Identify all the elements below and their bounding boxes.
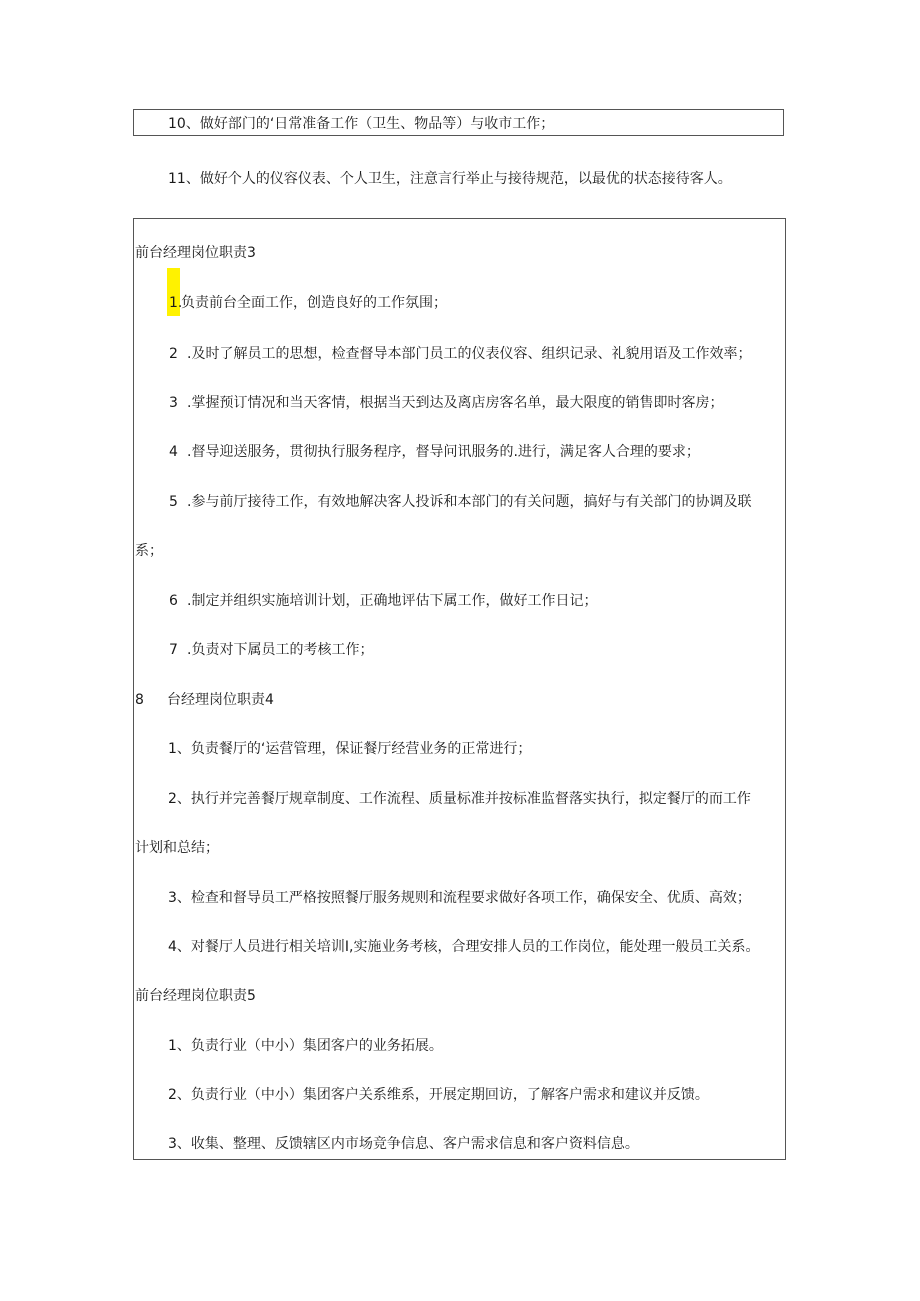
- list-item: .督导迎送服务，贯彻执行服务程序，督导问讯服务的.进行，满足客人合理的要求；: [187, 444, 700, 460]
- item-number: 3: [169, 395, 178, 411]
- list-item: .制定并组织实施培训计划，正确地评估下属工作，做好工作日记；: [187, 593, 598, 609]
- list-item: 3、收集、整理、反馈辖区内市场竞争信息、客户需求信息和客户资料信息。: [168, 1136, 639, 1152]
- section-3-title: 前台经理岗位职责3: [135, 245, 256, 261]
- section-4-number: 8: [135, 692, 144, 708]
- list-item: .负责对下属员工的考核工作；: [187, 642, 374, 658]
- item-number: 7: [169, 642, 178, 658]
- list-item: .掌握预订情况和当天客情，根据当天到达及离店房客名单，最大限度的销售即时客房；: [187, 395, 724, 411]
- list-item: .参与前厅接待工作，有效地解决客人投诉和本部门的有关问题，搞好与有关部门的协调及联: [187, 494, 752, 510]
- list-item: 2、执行并完善餐厅规章制度、工作流程、质量标准并按标准监督落实执行，拟定餐厅的而工作: [168, 791, 751, 807]
- item-number: 2: [169, 346, 178, 362]
- list-item: 1、负责行业（中小）集团客户的业务拓展。: [168, 1038, 443, 1054]
- item-number: 6: [169, 593, 178, 609]
- list-item: 3、检查和督导员工严格按照餐厅服务规则和流程要求做好各项工作，确保安全、优质、高效；: [168, 890, 751, 906]
- list-item: 4、对餐厅人员进行相关培训I,实施业务考核，合理安排人员的工作岗位，能处理一般员工关系。: [168, 939, 760, 955]
- list-item-continuation: 系；: [135, 543, 163, 559]
- item-10: 10、做好部门的‘日常准备工作（卫生、物品等）与收市工作；: [168, 116, 555, 132]
- item-number: 4: [169, 444, 178, 460]
- section-4-title: 台经理岗位职责4: [167, 692, 274, 708]
- item-number: 5: [169, 494, 178, 510]
- list-item: .及时了解员工的思想，检查督导本部门员工的仪表仪容、组织记录、礼貌用语及工作效率；: [187, 346, 752, 362]
- list-item: 2、负责行业（中小）集团客户关系维系，开展定期回访，了解客户需求和建议并反馈。: [168, 1087, 709, 1103]
- list-item-continuation: 计划和总结；: [135, 840, 219, 856]
- section-5-title: 前台经理岗位职责5: [135, 988, 256, 1004]
- item-number: 1.: [169, 295, 183, 311]
- list-item: 1、负责餐厅的‘运营管理，保证餐厅经营业务的正常进行；: [168, 741, 532, 757]
- item-11: 11、做好个人的仪容仪表、个人卫生，注意言行举止与接待规范，以最优的状态接待客人。: [168, 171, 732, 187]
- list-item: 负责前台全面工作，创造良好的工作氛围；: [181, 295, 447, 311]
